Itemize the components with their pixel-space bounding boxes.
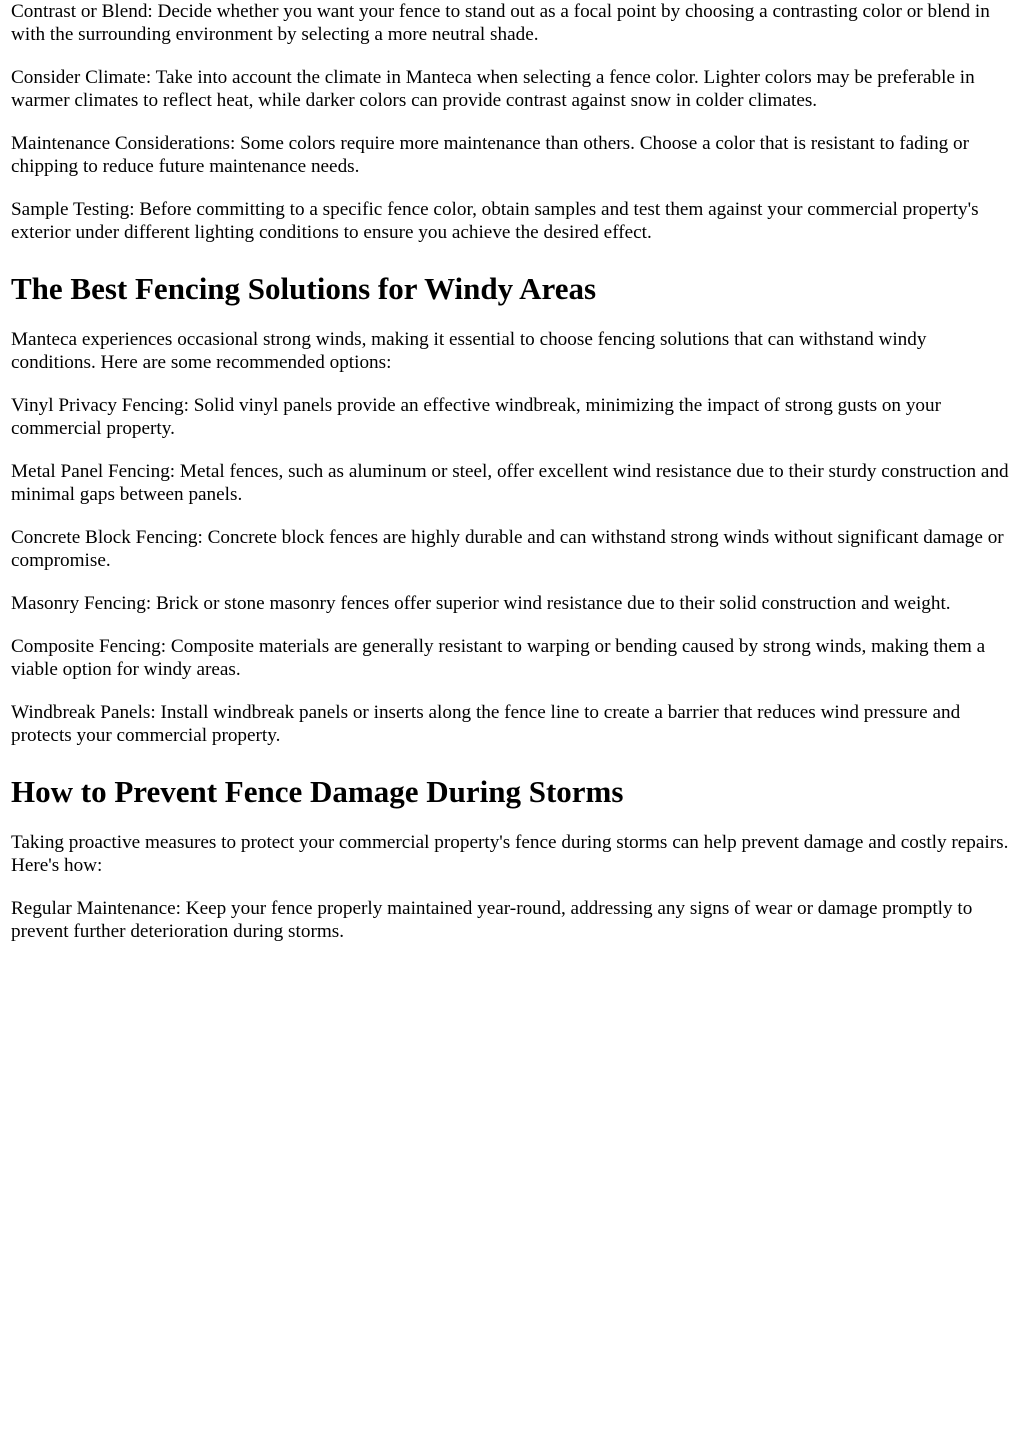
paragraph-composite-fencing: Composite Fencing: Composite materials are generally resistant to warping or bending caused by strong winds, making them a viable option for windy areas. [11, 636, 986, 680]
windy-areas-heading: The Best Fencing Solutions for Windy Areas [11, 271, 597, 306]
storm-damage-intro: Taking proactive measures to protect your commercial property's fence during storms can help prevent damage and costly repairs. Here's how: [11, 832, 1009, 876]
storm-damage-section [11, 774, 1014, 943]
paragraph-contrast-or-blend: Contrast or Blend: Decide whether you want your fence to stand out as a focal point by choosing a contrasting color or blend in with the surrounding environment by selecting a more neutral shade. [11, 1, 990, 45]
paragraph-regular-maintenance: Regular Maintenance: Keep your fence properly maintained year-round, addressing any signs of wear or damage promptly to prevent further deterioration during storms. [11, 898, 973, 942]
windy-areas-section [11, 271, 1014, 747]
paragraph-sample-testing: Sample Testing: Before committing to a specific fence color, obtain samples and test them against your commercial property's exterior under different lighting conditions to ensure you achieve the desired effect. [11, 199, 979, 243]
paragraph-consider-climate: Consider Climate: Take into account the climate in Manteca when selecting a fence color. Lighter colors may be preferable in warmer climates to reflect heat, while darker colors can provide contrast against snow in colder climates. [11, 67, 975, 111]
paragraph-concrete-block-fencing: Concrete Block Fencing: Concrete block fences are highly durable and can withstand strong winds without significant damage or compromise. [11, 527, 1004, 571]
storm-damage-heading: How to Prevent Fence Damage During Storms [11, 774, 624, 809]
paragraph-windbreak-panels: Windbreak Panels: Install windbreak panels or inserts along the fence line to create a barrier that reduces wind pressure and protects your commercial property. [11, 702, 961, 746]
paragraph-metal-panel-fencing: Metal Panel Fencing: Metal fences, such as aluminum or steel, offer excellent wind resistance due to their sturdy construction and minimal gaps between panels. [11, 461, 1009, 505]
paragraph-vinyl-privacy-fencing: Vinyl Privacy Fencing: Solid vinyl panels provide an effective windbreak, minimizing the impact of strong gusts on your commercial property. [11, 395, 941, 439]
color-tips-section [11, 0, 1014, 244]
windy-areas-intro: Manteca experiences occasional strong winds, making it essential to choose fencing solutions that can withstand windy conditions. Here are some recommended options: [11, 329, 927, 373]
paragraph-maintenance-considerations: Maintenance Considerations: Some colors require more maintenance than others. Choose a color that is resistant to fading or chipping to reduce future maintenance needs. [11, 133, 970, 177]
paragraph-masonry-fencing: Masonry Fencing: Brick or stone masonry fences offer superior wind resistance due to their solid construction and weight. [11, 593, 951, 614]
